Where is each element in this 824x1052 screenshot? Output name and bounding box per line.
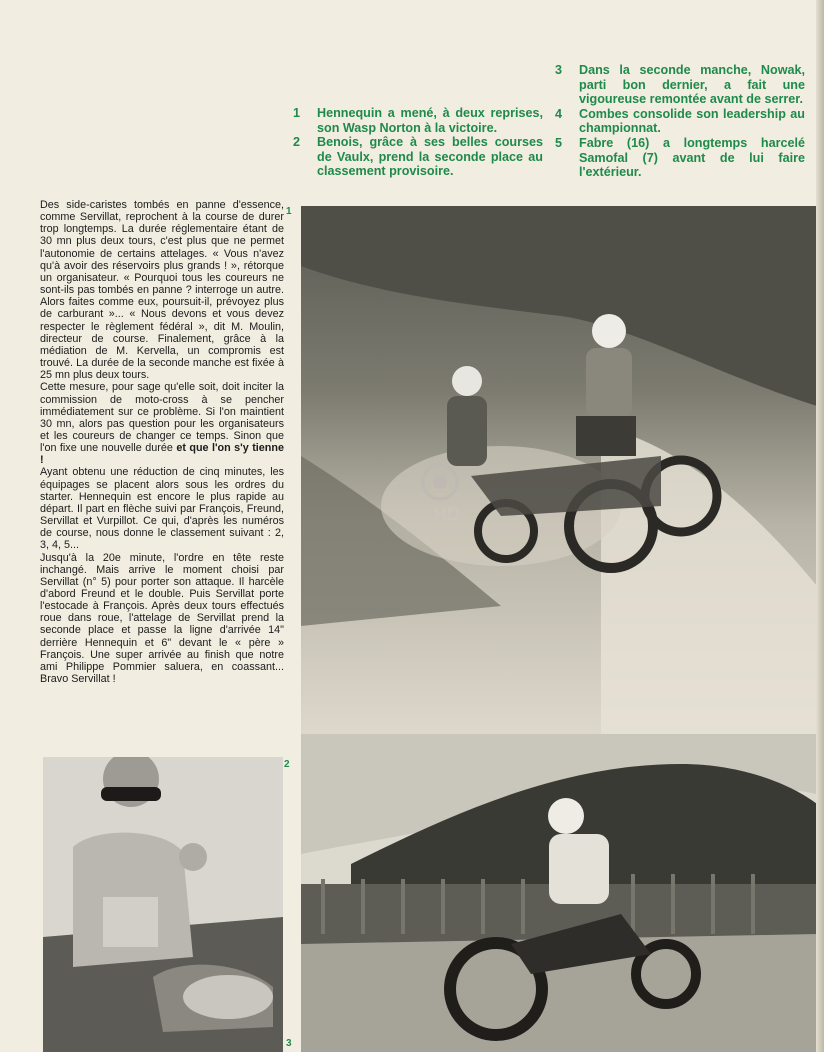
page-spine xyxy=(816,0,824,1052)
caption-number: 5 xyxy=(555,135,563,150)
caption-3 xyxy=(555,63,805,107)
photo-number: 2 xyxy=(284,759,290,770)
caption-number: 2 xyxy=(293,135,301,150)
article-text: Cette mesure, pour sage qu'elle soit, doit inciter la commission de moto-cross à se pencher immédiatement sur ce problème. Si l'on maintient 30 mn, alors pas question pour les organisateurs et les coureurs de changer ce temps. Sinon que l'on fixe une nouvelle durée xyxy=(40,381,284,455)
photo-number: 3 xyxy=(286,1038,292,1049)
caption-2 xyxy=(293,135,543,179)
caption-4 xyxy=(555,107,805,136)
caption-number: 4 xyxy=(555,106,563,121)
article-body xyxy=(40,199,284,685)
caption-1 xyxy=(293,106,543,135)
article-paragraph: Ayant obtenu une réduction de cinq minutes, les équipages se placent alors sous les ordres du starter. Hennequin est encore le plus rapide au départ. Il part en flèche suivi par François, Freund, Servillat et Vurpillot. Ce qui, d'après les numéros de course, nous donne le classement suivant : 2, 3, 4, 5... xyxy=(40,466,284,552)
caption-text: Combes consolide son leadership au championnat. xyxy=(579,106,805,136)
caption-text: Hennequin a mené, à deux reprises, son Wasp Norton à la victoire. xyxy=(317,106,543,135)
captions-column-left xyxy=(293,106,543,179)
photo-number: 1 xyxy=(286,206,292,217)
article-paragraph: Des side-caristes tombés en panne d'essence, comme Servillat, reprochent à la course de durer trop longtemps. La durée réglementaire étant de 30 mn plus deux tours, c'est plus que ne permet l'autonomie de certains attelages. « Vous n'avez qu'à avoir des réservoirs plus grands ! », rétorque un organisateur. « Pourquoi tous les coureurs ne sont-ils pas tombés en panne ? interroge un autre. Alors faites comme eux, poursuit-il, prévoyez plus de carburant »... « Nous devons et vous devez respecter le règlement fédéral », dit M. Moulin, directeur de course. Finalement, grâce à la médiation de M. Kervella, un compromis est trouvé. La durée de la seconde manche est fixée à 25 mn plus deux tours. xyxy=(40,199,284,382)
camera-logo-icon xyxy=(420,462,460,502)
watermark-text: HD xyxy=(434,504,460,524)
photo-motocross-rider xyxy=(301,734,817,1052)
caption-text: Fabre (16) a longtemps harcelé Samofal (7) avant de lui faire l'extérieur. xyxy=(579,135,805,180)
caption-5 xyxy=(555,136,805,180)
caption-number: 1 xyxy=(293,106,301,120)
photo-rider-portrait xyxy=(43,757,283,1052)
captions-column-right xyxy=(555,63,805,180)
caption-text: Dans la seconde manche, Nowak, parti bon dernier, a fait une vigoureuse remontée avant de serrer. xyxy=(579,63,805,107)
article-paragraph: Jusqu'à la 20e minute, l'ordre en tête reste inchangé. Mais arrive le moment choisi par Servillat (n° 5) pour porter son attaque. Il harcèle d'abord Freund et le double. Puis Servillat porte l'estocade à François. Après deux tours effectués roue dans roue, l'attelage de Servillat prend la seconde place et passe la ligne d'arrivée 14" derrière Hennequin et 6" devant le « père » François. Une super arrivée au finish que notre ami Philippe Pommier saluera, en coassant... Bravo Servillat ! xyxy=(40,551,284,686)
caption-text: Benois, grâce à ses belles courses de Vaulx, prend la seconde place au classement provisoire. xyxy=(317,135,543,179)
article-emphasis: et que l'on s'y tienne ! xyxy=(40,442,284,467)
caption-number: 3 xyxy=(555,63,563,77)
article-paragraph xyxy=(40,381,284,466)
watermark xyxy=(420,462,480,532)
photo-sidecar-race xyxy=(301,206,817,734)
